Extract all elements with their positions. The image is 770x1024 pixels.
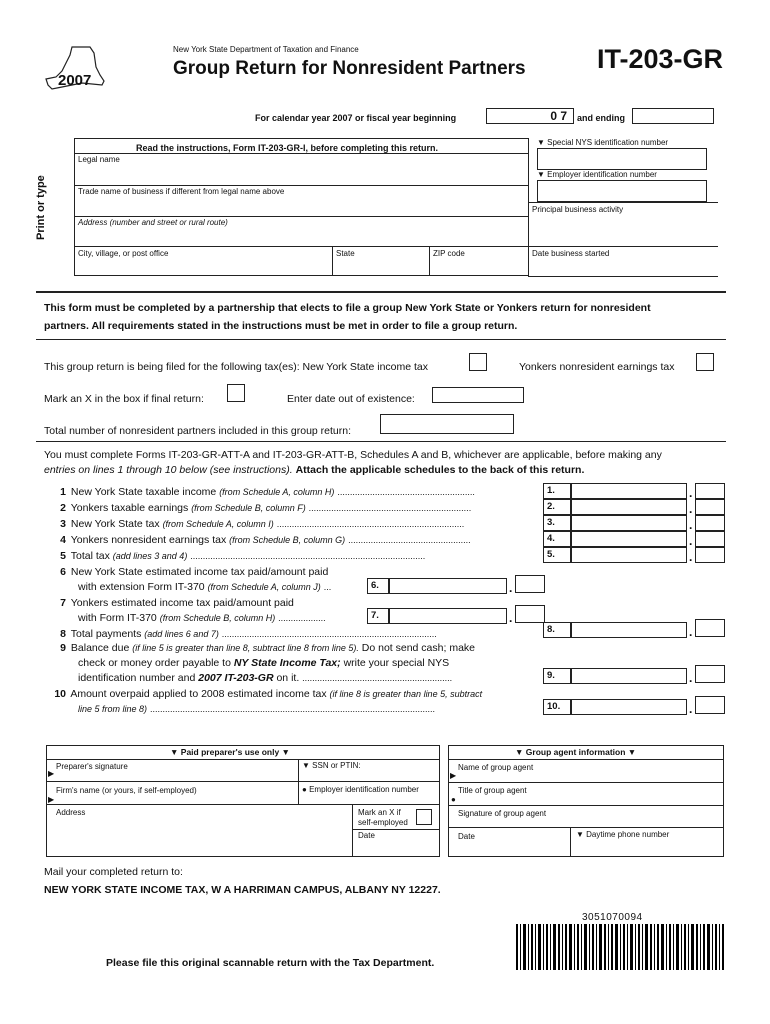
line-6: 6 New York State estimated income tax paid/amount paid	[60, 566, 329, 578]
mail-address: NEW YORK STATE INCOME TAX, W A HARRIMAN CAMPUS, ALBANY NY 12227.	[44, 884, 441, 896]
barcode	[516, 924, 724, 970]
line-2-amount[interactable]	[571, 499, 687, 515]
agent-name-field[interactable]	[448, 759, 724, 782]
triangle-right-icon: ▶	[48, 769, 55, 778]
triangle-down-icon: ▼	[515, 747, 526, 757]
line-1-amount[interactable]	[571, 483, 687, 499]
line-8: 8 Total payments (add lines 6 and 7) ......................................................................................	[60, 628, 437, 640]
line-5: 5 Total tax (add lines 3 and 4) ..............................................................................................	[60, 550, 426, 562]
zip-label: ZIP code	[433, 249, 465, 258]
triangle-down-icon: ▼	[625, 747, 637, 757]
trade-name-field[interactable]	[74, 185, 528, 216]
preparer-address-label: Address	[56, 808, 86, 817]
line-9-box-label: 9.	[543, 668, 571, 684]
line-2-box-label: 2.	[543, 499, 571, 515]
preparer-signature-label: Preparer's signature	[56, 762, 128, 771]
triangle-down-icon: ▼	[170, 747, 181, 757]
form-title: Group Return for Nonresident Partners	[173, 58, 526, 79]
line-1-cents[interactable]	[695, 483, 725, 499]
mail-to-label: Mail your completed return to:	[44, 866, 183, 878]
total-partners-input[interactable]	[380, 414, 514, 434]
instructions-line-1: You must complete Forms IT-203-GR-ATT-A and IT-203-GR-ATT-B, Schedules A and B, whichever are applicable, before making any	[44, 449, 662, 461]
preparer-ein-label: ● Employer identification number	[302, 785, 419, 794]
preparer-header: ▼ Paid preparer's use only ▼	[170, 747, 290, 757]
fiscal-end-input[interactable]	[632, 108, 714, 124]
principal-activity-field[interactable]	[528, 202, 718, 246]
agent-signature-label: Signature of group agent	[458, 809, 547, 818]
line-3-amount[interactable]	[571, 515, 687, 531]
agent-title-label: Title of group agent	[458, 786, 527, 795]
state-label: State	[336, 249, 355, 258]
agent-name-label: Name of group agent	[458, 763, 534, 772]
legal-name-label: Legal name	[78, 155, 120, 164]
date-started-field[interactable]	[528, 246, 718, 276]
line-4-amount[interactable]	[571, 531, 687, 547]
preparer-date-label: Date	[358, 831, 375, 840]
total-partners-label: Total number of nonresident partners included in this group return:	[44, 425, 352, 437]
agent-signature-field[interactable]	[448, 805, 724, 827]
special-id-input[interactable]	[537, 148, 707, 170]
triangle-down-icon: ▼	[302, 761, 313, 770]
line-9-amount[interactable]	[571, 668, 687, 684]
line-5-box-label: 5.	[543, 547, 571, 563]
fiscal-year-label: For calendar year 2007 or fiscal year beginning	[255, 113, 457, 123]
line-1: 1 New York State taxable income (from Schedule A, column H) .......................................................	[60, 486, 475, 498]
yonkers-checkbox[interactable]	[696, 353, 714, 371]
line-7-amount[interactable]	[389, 608, 507, 624]
line-10-cont: line 5 from line 8) ..................................................................................................................	[78, 704, 436, 714]
self-employed-label: Mark an X if self-employed	[358, 808, 408, 827]
year-badge: 2007	[58, 72, 92, 89]
line-7-cont: with Form IT-370 (from Schedule B, column H) ...................	[78, 612, 326, 624]
line-5-amount[interactable]	[571, 547, 687, 563]
yonkers-label: Yonkers nonresident earnings tax	[519, 361, 675, 373]
triangle-down-icon: ▼	[537, 138, 548, 147]
state-field[interactable]	[332, 246, 429, 276]
line-6-box-label: 6.	[367, 578, 389, 594]
trade-name-label: Trade name of business if different from legal name above	[78, 187, 285, 196]
line-6-cents[interactable]	[515, 575, 545, 593]
print-or-type-label: Print or type	[35, 175, 47, 240]
barcode-graphic	[516, 924, 724, 970]
city-field[interactable]	[74, 246, 332, 276]
notice-line-2: partners. All requirements stated in the instructions must be met in order to file a group return.	[44, 320, 518, 332]
line-10-amount[interactable]	[571, 699, 687, 715]
line-3-box-label: 3.	[543, 515, 571, 531]
preparer-address-field[interactable]	[46, 804, 352, 857]
principal-activity-label: Principal business activity	[532, 205, 624, 214]
line-8-box-label: 8.	[543, 622, 571, 638]
department-name: New York State Department of Taxation and Finance	[173, 45, 359, 54]
group-agent-header: ▼ Group agent information ▼	[515, 747, 637, 757]
line-7-box-label: 7.	[367, 608, 389, 624]
line-2: 2 Yonkers taxable earnings (from Schedule B, column F) .................................................................	[60, 502, 472, 514]
final-return-checkbox[interactable]	[227, 384, 245, 402]
line-10: 10 Amount overpaid applied to 2008 estimated income tax (if line 8 is greater than line 5, subtract	[54, 688, 483, 700]
legal-name-field[interactable]	[74, 153, 528, 185]
date-out-input[interactable]	[432, 387, 524, 403]
line-6-amount[interactable]	[389, 578, 507, 594]
ssn-label: ▼ SSN or PTIN:	[302, 761, 361, 770]
line-7: 7 Yonkers estimated income tax paid/amount paid	[60, 597, 294, 609]
triangle-down-icon: ▼	[576, 830, 587, 839]
line-9: 9 Balance due (if line 5 is greater than line 8, subtract line 8 from line 5). Do not send cash; make	[60, 642, 475, 654]
triangle-down-icon: ▼	[537, 170, 548, 179]
preparer-signature-field[interactable]	[46, 759, 298, 781]
fiscal-begin-input[interactable]: 0 7	[486, 108, 574, 124]
line-4-cents[interactable]	[695, 531, 725, 547]
line-6-cont: with extension Form IT-370 (from Schedule A, column J) ...	[78, 581, 332, 593]
please-file-notice: Please file this original scannable return with the Tax Department.	[106, 957, 435, 969]
line-8-cents[interactable]	[695, 619, 725, 637]
line-9-cont: check or money order payable to NY State Income Tax; write your special NYS	[78, 657, 450, 669]
read-instructions: Read the instructions, Form IT-203-GR-I, before completing this return.	[136, 143, 439, 153]
self-employed-checkbox[interactable]	[416, 809, 432, 825]
employer-id-label: ▼ Employer identification number	[537, 170, 657, 179]
nys-income-tax-checkbox[interactable]	[469, 353, 487, 371]
line-4-box-label: 4.	[543, 531, 571, 547]
agent-phone-label: ▼ Daytime phone number	[576, 830, 670, 839]
date-out-label: Enter date out of existence:	[287, 393, 415, 405]
date-started-label: Date business started	[532, 249, 610, 258]
form-number: IT-203-GR	[597, 44, 724, 74]
line-8-amount[interactable]	[571, 622, 687, 638]
zip-field[interactable]	[429, 246, 528, 276]
line-9-cents[interactable]	[695, 665, 725, 683]
employer-id-input[interactable]	[537, 180, 707, 202]
triangle-right-icon: ▶	[48, 795, 55, 804]
address-field[interactable]	[74, 216, 528, 246]
firm-name-label: Firm's name (or yours, if self-employed)	[56, 786, 197, 795]
agent-phone-field[interactable]	[570, 827, 724, 857]
final-return-label: Mark an X in the box if final return:	[44, 393, 204, 405]
preparer-ein-field[interactable]	[298, 781, 440, 804]
barcode-number: 3051070094	[582, 912, 643, 923]
line-10-box-label: 10.	[543, 699, 571, 715]
notice-line-1: This form must be completed by a partnership that elects to file a group New York State or Yonkers return for nonresident	[44, 302, 651, 314]
line-2-cents[interactable]	[695, 499, 725, 515]
preparer-date-field[interactable]	[352, 829, 440, 857]
bullet-icon: ●	[302, 785, 310, 794]
line-7-cents[interactable]	[515, 605, 545, 623]
firm-name-field[interactable]	[46, 781, 298, 804]
agent-title-field[interactable]	[448, 782, 724, 805]
line-4: 4 Yonkers nonresident earnings tax (from Schedule B, column G) .................................................	[60, 534, 471, 546]
line-3: 3 New York State tax (from Schedule A, column I) ...........................................................................	[60, 518, 465, 530]
triangle-right-icon: ▶	[450, 771, 457, 780]
line-10-cents[interactable]	[695, 696, 725, 714]
filed-for-label: This group return is being filed for the following tax(es): New York State income tax	[44, 361, 429, 373]
and-ending-label: and ending	[577, 113, 625, 123]
line-1-box-label: 1.	[543, 483, 571, 499]
line-5-cents[interactable]	[695, 547, 725, 563]
ssn-field[interactable]	[298, 759, 440, 781]
city-label: City, village, or post office	[78, 249, 169, 258]
triangle-down-icon: ▼	[279, 747, 290, 757]
bullet-icon: ●	[451, 795, 456, 804]
instructions-line-2: entries on lines 1 through 10 below (see instructions). Attach the applicable schedules to the back of this return.	[44, 464, 585, 476]
line-3-cents[interactable]	[695, 515, 725, 531]
special-id-label: ▼ Special NYS identification number	[537, 138, 669, 147]
line-9-cont-2: identification number and 2007 IT-203-GR on it. ............................................................	[78, 672, 453, 684]
agent-date-field[interactable]	[448, 827, 570, 857]
address-label: Address (number and street or rural route)	[78, 218, 228, 227]
agent-date-label: Date	[458, 832, 475, 841]
